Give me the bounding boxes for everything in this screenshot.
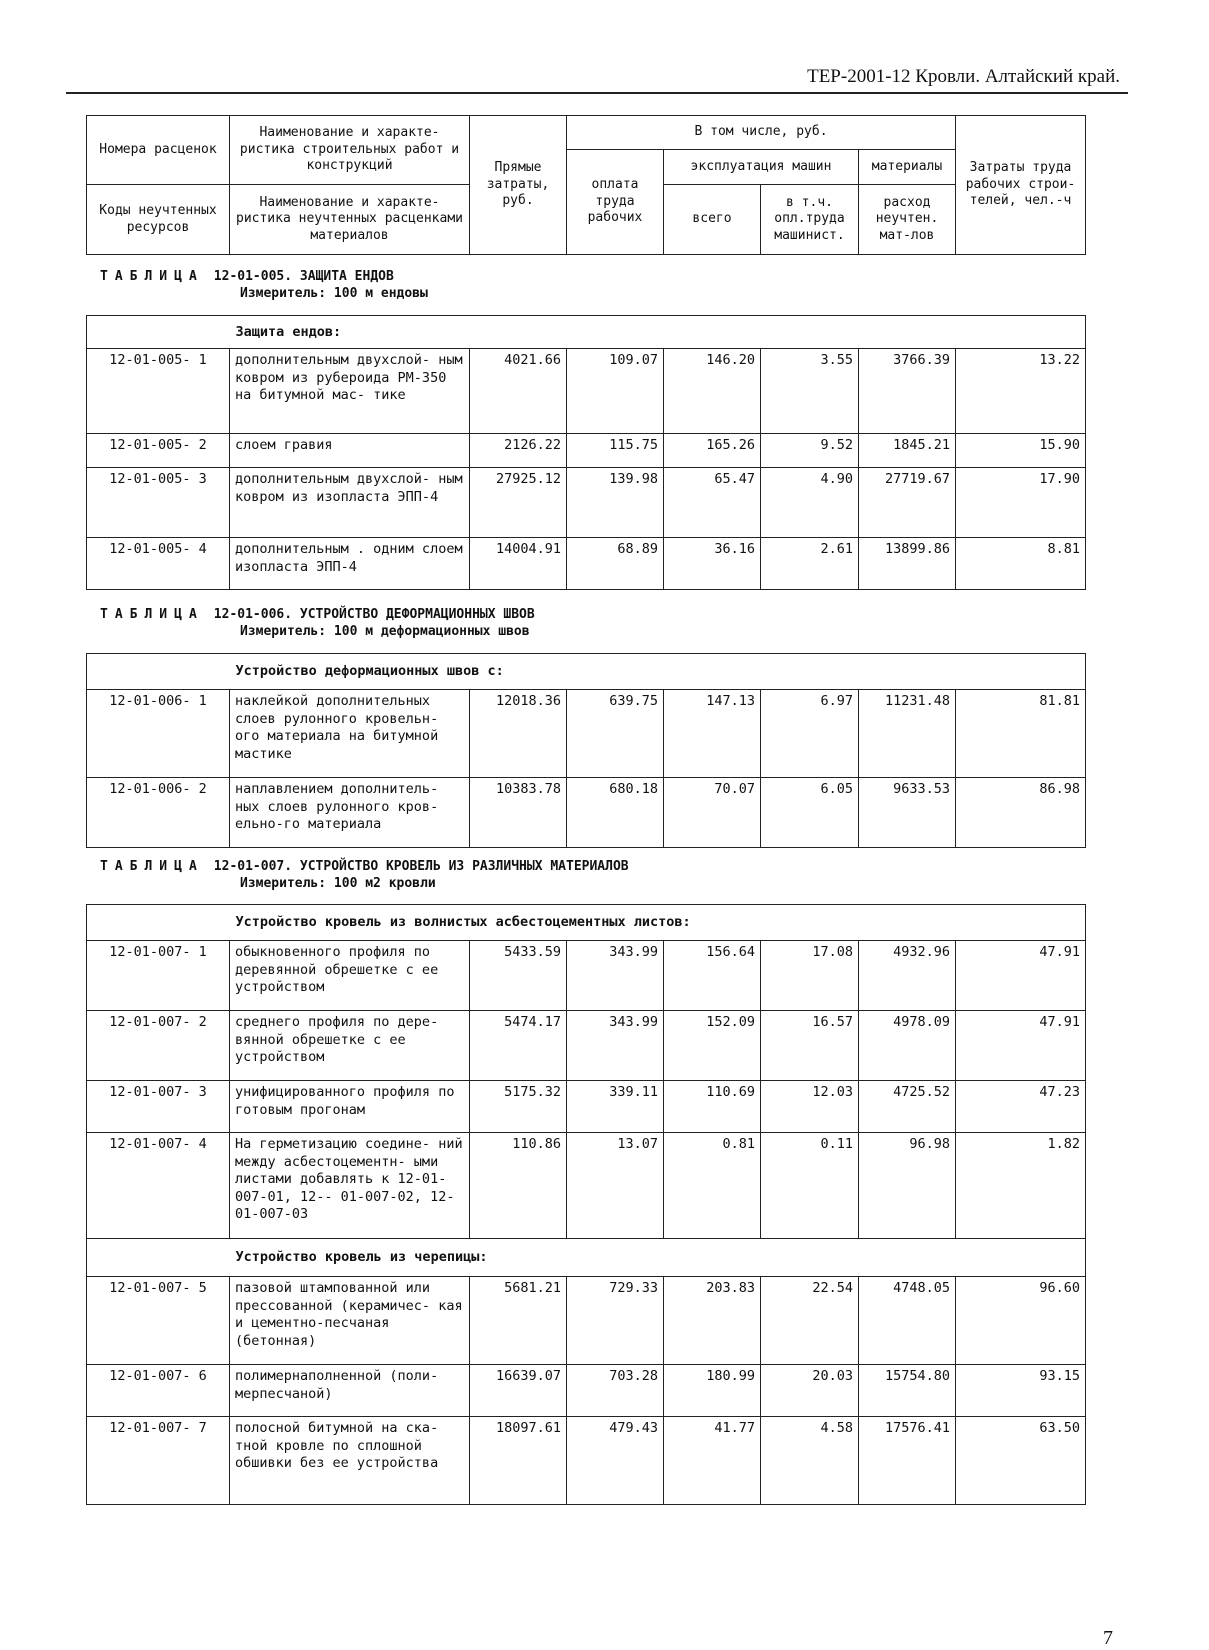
machinist-pay: 17.08 [761,941,859,1011]
header-labor-pay: оплата труда рабочих [567,150,664,255]
table-measure: Измеритель: 100 м ендовы [240,286,428,301]
rates-table-12-01-006 [86,653,1086,848]
header-labor-costs: Затраты труда рабочих строи- телей, чел.-ч [956,116,1086,255]
materials-cost: 1845.21 [859,434,956,468]
table-caption-12-01-007 [100,858,629,892]
labor-pay: 703.28 [567,1365,664,1417]
rate-name: наклейкой дополнительных слоев рулонного кровельн- ого материала на битумной мастике [230,690,470,778]
direct-cost: 5681.21 [470,1277,567,1365]
table-word: ТАБЛИЦА [100,859,204,874]
section-heading: Устройство деформационных швов с: [230,654,1086,690]
rate-code: 12-01-006- 2 [87,778,230,848]
machinist-pay: 12.03 [761,1081,859,1133]
materials-cost: 13899.86 [859,538,956,590]
materials-cost: 27719.67 [859,468,956,538]
header-unaccounted-materials: расход неучтен. мат-лов [859,185,956,255]
labor-hours: 86.98 [956,778,1086,848]
rate-code: 12-01-005- 3 [87,468,230,538]
machines-total: 0.81 [664,1133,761,1239]
header-including: В том числе, руб. [567,116,956,150]
table-row [87,1133,1086,1239]
direct-cost: 14004.91 [470,538,567,590]
labor-hours: 15.90 [956,434,1086,468]
rate-code: 12-01-007- 5 [87,1277,230,1365]
labor-pay: 13.07 [567,1133,664,1239]
direct-cost: 27925.12 [470,468,567,538]
labor-pay: 339.11 [567,1081,664,1133]
rate-name: На герметизацию соедине- ний между асбестоцементн- ыми листами добавлять к 12-01-007-01, 12-- 01-007-02, 12-01-007-03 [230,1133,470,1239]
labor-pay: 115.75 [567,434,664,468]
machines-total: 156.64 [664,941,761,1011]
direct-cost: 5474.17 [470,1011,567,1081]
labor-hours: 96.60 [956,1277,1086,1365]
direct-cost: 12018.36 [470,690,567,778]
table-word: ТАБЛИЦА [100,269,204,284]
materials-cost: 15754.80 [859,1365,956,1417]
labor-pay: 68.89 [567,538,664,590]
materials-cost: 11231.48 [859,690,956,778]
labor-hours: 81.81 [956,690,1086,778]
header-machinist-pay: в т.ч. опл.труда машинист. [761,185,859,255]
labor-pay: 479.43 [567,1417,664,1505]
materials-cost: 3766.39 [859,349,956,434]
table-word: ТАБЛИЦА [100,607,204,622]
header-machines-total: всего [664,185,761,255]
direct-cost: 2126.22 [470,434,567,468]
rates-table-12-01-005 [86,315,1086,590]
table-title: 12-01-006. УСТРОЙСТВО ДЕФОРМАЦИОННЫХ ШВОВ [213,607,535,622]
table-row [87,690,1086,778]
section-heading: Защита ендов: [230,316,1086,349]
labor-hours: 47.23 [956,1081,1086,1133]
table-row [87,349,1086,434]
table-row [87,1081,1086,1133]
section-spacer [87,905,230,941]
labor-hours: 13.22 [956,349,1086,434]
materials-cost: 4932.96 [859,941,956,1011]
rate-name: полимернаполненной (поли- мерпесчаной) [230,1365,470,1417]
rates-table-12-01-007 [86,904,1086,1505]
rate-name: наплавлением дополнитель- ных слоев рулонного кров- ельно-го материала [230,778,470,848]
machines-total: 70.07 [664,778,761,848]
direct-cost: 110.86 [470,1133,567,1239]
rate-code: 12-01-007- 6 [87,1365,230,1417]
labor-pay: 680.18 [567,778,664,848]
labor-pay: 343.99 [567,941,664,1011]
labor-pay: 343.99 [567,1011,664,1081]
rate-code: 12-01-007- 3 [87,1081,230,1133]
machines-total: 147.13 [664,690,761,778]
labor-hours: 1.82 [956,1133,1086,1239]
document-title: ТЕР-2001-12 Кровли. Алтайский край. [807,66,1120,87]
direct-cost: 5175.32 [470,1081,567,1133]
table-measure: Измеритель: 100 м2 кровли [240,876,436,891]
materials-cost: 4978.09 [859,1011,956,1081]
rate-code: 12-01-007- 2 [87,1011,230,1081]
labor-pay: 139.98 [567,468,664,538]
labor-hours: 47.91 [956,941,1086,1011]
table-row [87,778,1086,848]
rate-name: пазовой штампованной или прессованной (керамичес- кая и цементно-песчаная (бетонная) [230,1277,470,1365]
labor-pay: 639.75 [567,690,664,778]
rate-code: 12-01-005- 1 [87,349,230,434]
section-spacer [87,654,230,690]
materials-cost: 17576.41 [859,1417,956,1505]
labor-hours: 47.91 [956,1011,1086,1081]
rate-code: 12-01-007- 1 [87,941,230,1011]
machinist-pay: 22.54 [761,1277,859,1365]
table-row [87,1365,1086,1417]
machinist-pay: 9.52 [761,434,859,468]
machinist-pay: 3.55 [761,349,859,434]
machines-total: 41.77 [664,1417,761,1505]
machines-total: 165.26 [664,434,761,468]
direct-cost: 5433.59 [470,941,567,1011]
page-number: 7 [1103,1627,1113,1649]
rate-code: 12-01-007- 7 [87,1417,230,1505]
rate-name: дополнительным двухслой- ным ковром из рубероида РМ-350 на битумной мас- тике [230,349,470,434]
machines-total: 110.69 [664,1081,761,1133]
table-row [87,1277,1086,1365]
header-machine-operation: эксплуатация машин [664,150,859,185]
rate-name: обыкновенного профиля по деревянной обрешетке с ее устройством [230,941,470,1011]
rate-name: слоем гравия [230,434,470,468]
labor-pay: 109.07 [567,349,664,434]
machinist-pay: 20.03 [761,1365,859,1417]
table-measure: Измеритель: 100 м деформационных швов [240,624,530,639]
table-row [87,941,1086,1011]
section-heading: Устройство кровель из черепицы: [230,1239,1086,1277]
table-row [87,538,1086,590]
rate-code: 12-01-005- 4 [87,538,230,590]
section-spacer [87,316,230,349]
labor-hours: 17.90 [956,468,1086,538]
machines-total: 146.20 [664,349,761,434]
labor-hours: 93.15 [956,1365,1086,1417]
header-rate-numbers: Номера расценок [87,116,230,185]
table-row [87,1417,1086,1505]
machinist-pay: 6.97 [761,690,859,778]
rate-code: 12-01-005- 2 [87,434,230,468]
materials-cost: 4748.05 [859,1277,956,1365]
machinist-pay: 0.11 [761,1133,859,1239]
header-direct-costs: Прямые затраты, руб. [470,116,567,255]
machinist-pay: 6.05 [761,778,859,848]
rate-name: дополнительным . одним слоем изопласта ЭПП-4 [230,538,470,590]
machinist-pay: 16.57 [761,1011,859,1081]
labor-hours: 8.81 [956,538,1086,590]
machinist-pay: 4.58 [761,1417,859,1505]
table-row [87,434,1086,468]
table-title: 12-01-007. УСТРОЙСТВО КРОВЕЛЬ ИЗ РАЗЛИЧНЫХ МАТЕРИАЛОВ [213,859,629,874]
rate-name: унифицированного профиля по готовым прогонам [230,1081,470,1133]
rate-name: полосной битумной на ска- тной кровле по сплошной обшивки без ее устройства [230,1417,470,1505]
machinist-pay: 2.61 [761,538,859,590]
table-caption-12-01-005 [100,268,428,302]
page-header [66,62,1128,94]
table-title: 12-01-005. ЗАЩИТА ЕНДОВ [213,269,394,284]
column-header-table [86,115,1086,255]
header-work-description: Наименование и характе- ристика строительных работ и конструкций [230,116,470,185]
direct-cost: 4021.66 [470,349,567,434]
header-resource-codes: Коды неучтенных ресурсов [87,185,230,255]
table-caption-12-01-006 [100,606,535,640]
direct-cost: 18097.61 [470,1417,567,1505]
rate-name: дополнительным двухслой- ным ковром из изопласта ЭПП-4 [230,468,470,538]
section-spacer [87,1239,230,1277]
rate-code: 12-01-006- 1 [87,690,230,778]
header-material-description: Наименование и характе- ристика неучтенных расценками материалов [230,185,470,255]
machines-total: 65.47 [664,468,761,538]
labor-hours: 63.50 [956,1417,1086,1505]
materials-cost: 9633.53 [859,778,956,848]
direct-cost: 16639.07 [470,1365,567,1417]
machines-total: 203.83 [664,1277,761,1365]
direct-cost: 10383.78 [470,778,567,848]
materials-cost: 4725.52 [859,1081,956,1133]
rate-code: 12-01-007- 4 [87,1133,230,1239]
header-materials: материалы [859,150,956,185]
machines-total: 180.99 [664,1365,761,1417]
labor-pay: 729.33 [567,1277,664,1365]
rate-name: среднего профиля по дере- вянной обрешетке с ее устройством [230,1011,470,1081]
table-row [87,1011,1086,1081]
materials-cost: 96.98 [859,1133,956,1239]
machinist-pay: 4.90 [761,468,859,538]
section-heading: Устройство кровель из волнистых асбестоцементных листов: [230,905,1086,941]
table-row [87,468,1086,538]
machines-total: 36.16 [664,538,761,590]
machines-total: 152.09 [664,1011,761,1081]
